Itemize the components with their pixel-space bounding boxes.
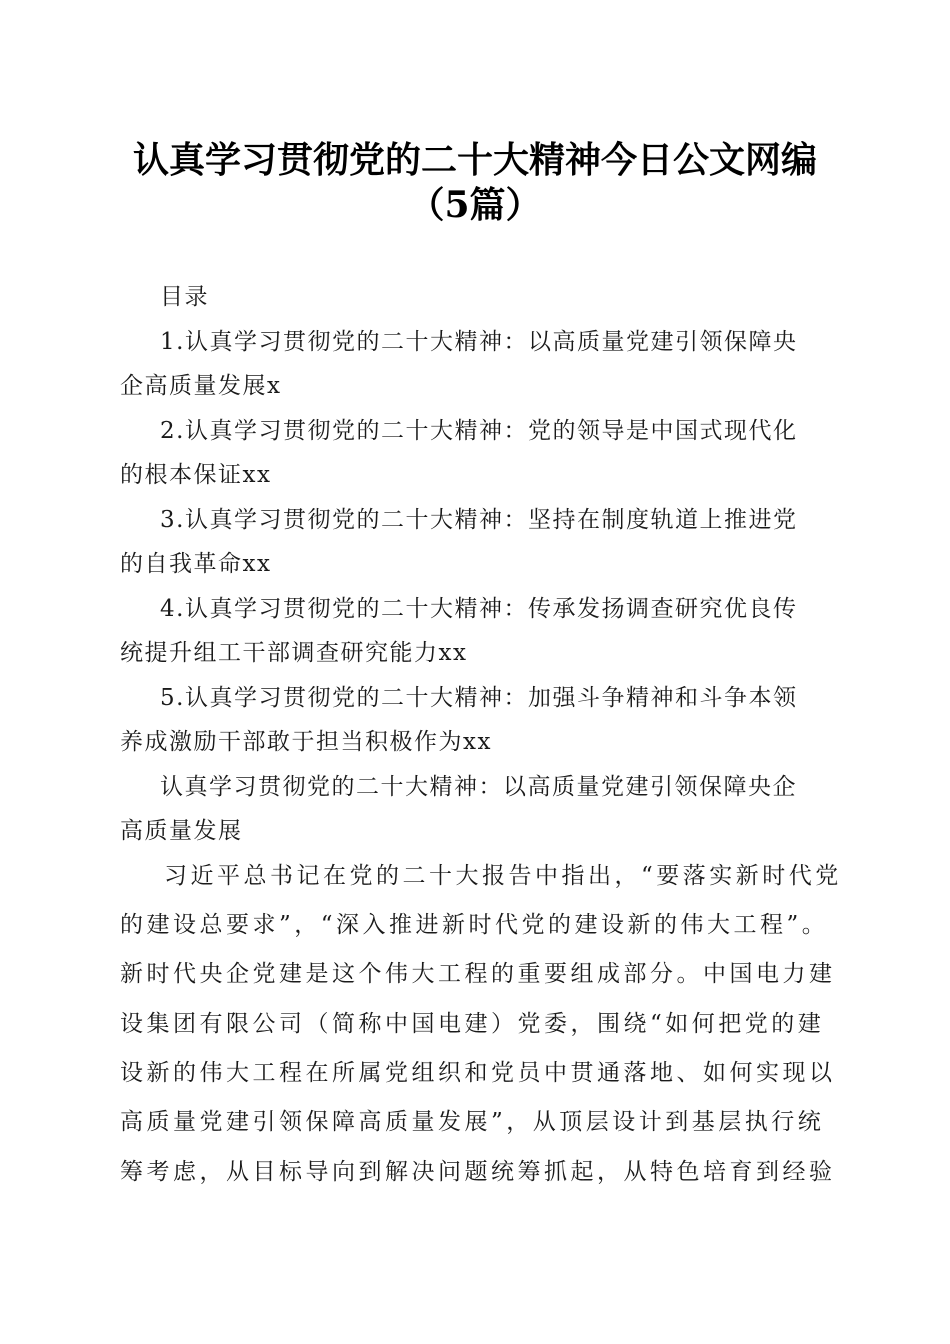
document-title: 认真学习贯彻党的二十大精神今日公文网编 [132, 139, 817, 181]
paragraph-line: 高质量党建引领保障高质量发展”，从顶层设计到基层执行统 [120, 1109, 825, 1136]
paragraph-line: 习近平总书记在党的二十大报告中指出，“要落实新时代党 [164, 862, 842, 889]
toc-item-2-cont: 的根本保证xx [120, 462, 272, 488]
paragraph-line: 新时代央企党建是这个伟大工程的重要组成部分。中国电力建 [120, 961, 836, 988]
toc-item-2: 2.认真学习贯彻党的二十大精神：党的领导是中国式现代化 [160, 417, 798, 444]
toc-item-1-cont: 企高质量发展x [120, 373, 282, 399]
toc-item-4-cont: 统提升组工干部调查研究能力xx [120, 640, 468, 666]
toc-item-5-cont: 养成激励干部敢于担当积极作为xx [120, 729, 492, 755]
article-title-cont: 高质量发展 [120, 818, 243, 844]
toc-heading: 目录 [160, 284, 209, 310]
paragraph-line: 的建设总要求”，“深入推进新时代党的建设新的伟大工程”。 [120, 911, 829, 938]
paragraph-line: 设集团有限公司（简称中国电建）党委，围绕“如何把党的建 [120, 1010, 825, 1037]
toc-item-4: 4.认真学习贯彻党的二十大精神：传承发扬调查研究优良传 [160, 595, 798, 622]
document-body [120, 282, 842, 1206]
article-title: 认真学习贯彻党的二十大精神：以高质量党建引领保障央企 [160, 773, 797, 800]
toc-item-3-cont: 的自我革命xx [120, 551, 272, 577]
paragraph-line: 设新的伟大工程在所属党组织和党员中贯通落地、如何实现以 [120, 1060, 836, 1087]
toc-item-3: 3.认真学习贯彻党的二十大精神：坚持在制度轨道上推进党 [160, 506, 798, 533]
paragraph-line: 筹考虑，从目标导向到解决问题统筹抓起，从特色培育到经验 [120, 1158, 836, 1185]
document-title-count: （5篇） [408, 184, 542, 226]
toc-item-1: 1.认真学习贯彻党的二十大精神：以高质量党建引领保障央 [160, 328, 798, 355]
toc-item-5: 5.认真学习贯彻党的二十大精神：加强斗争精神和斗争本领 [160, 684, 798, 711]
